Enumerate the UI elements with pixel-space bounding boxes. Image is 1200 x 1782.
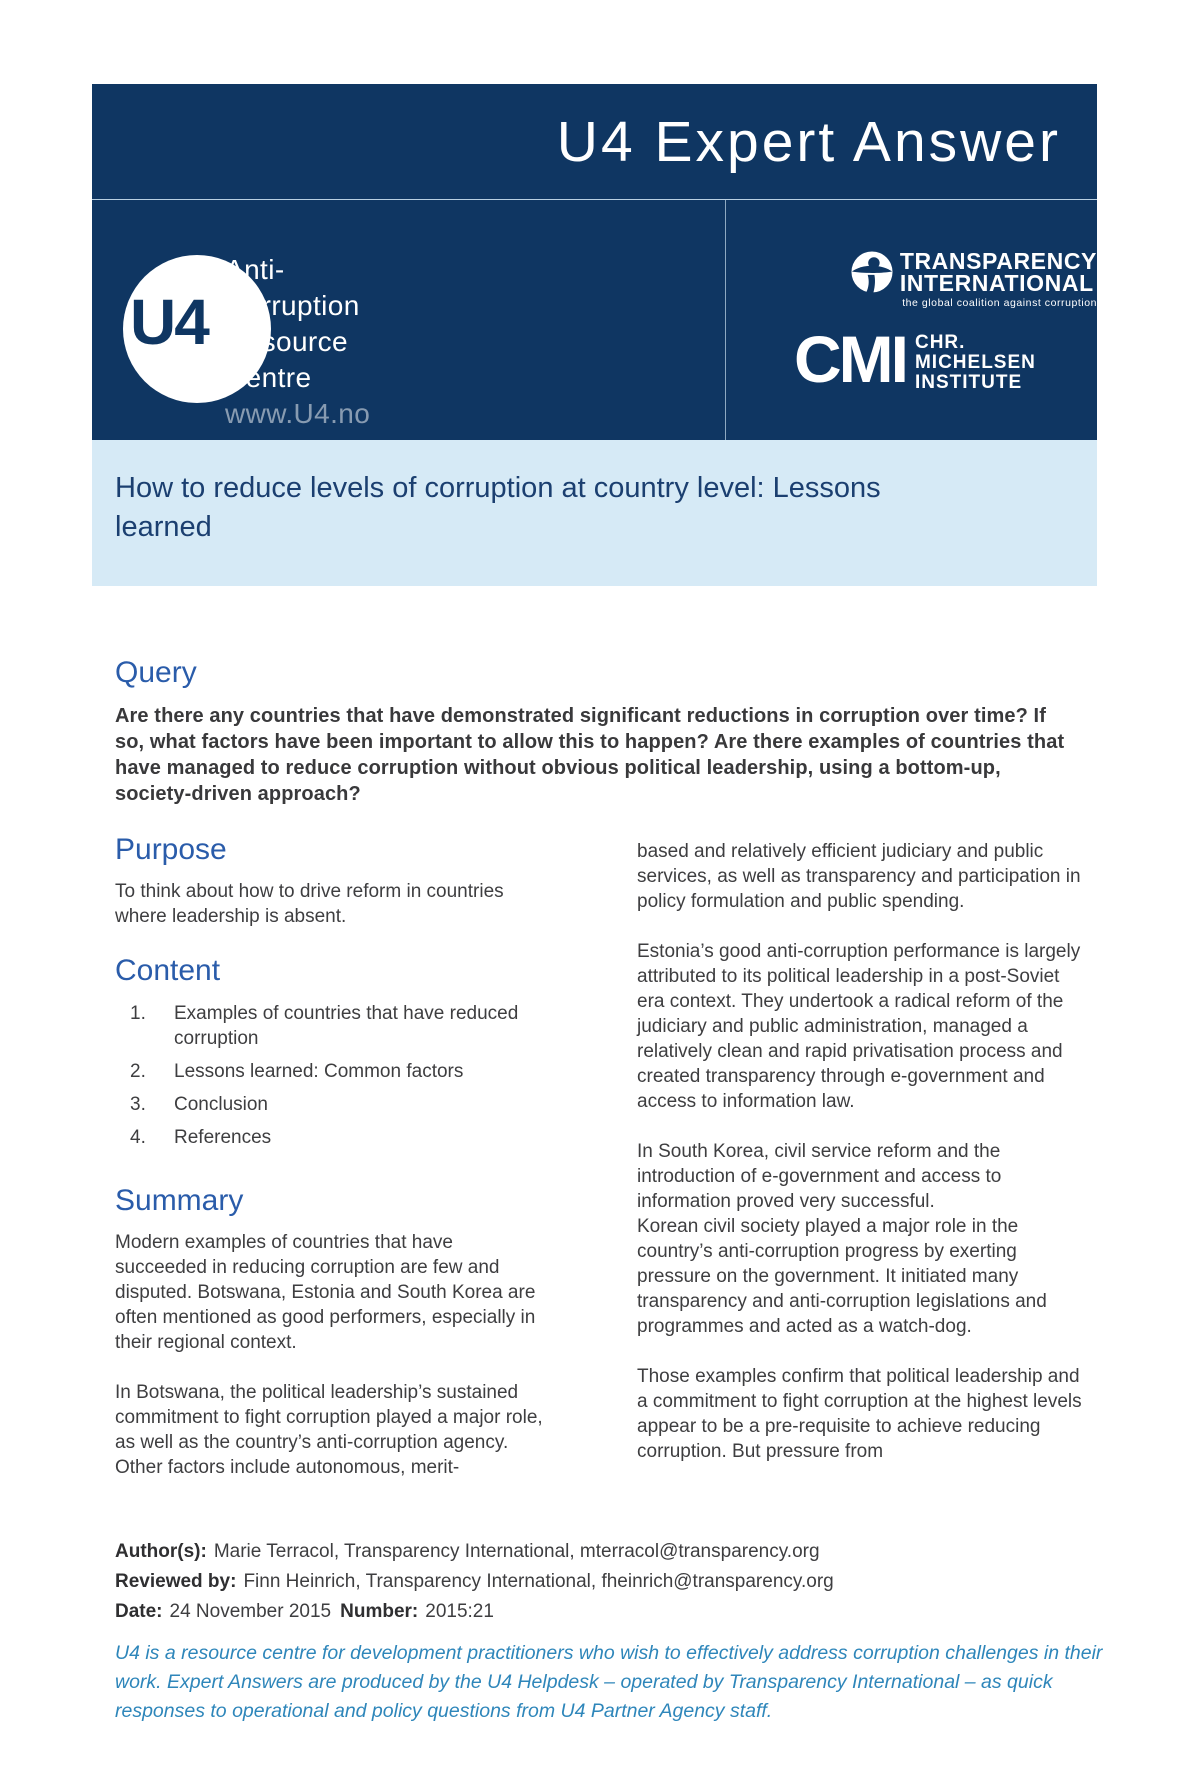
cmi-abbreviation: CMI [794,322,906,396]
publication-meta [115,1537,1097,1627]
toc-item-number: 3. [130,1094,146,1115]
header-banner [92,84,1097,199]
right-column [637,833,1085,1505]
u4-org-line: Centre [225,362,312,393]
purpose-text: To think about how to drive reform in countries where leadership is absent. [115,881,504,927]
toc-item [115,1001,545,1051]
cmi-name-line: INSTITUTE [914,372,1023,393]
cmi-full-name [915,333,1036,393]
u4-org-line: Resource [225,326,349,357]
purpose-heading: Purpose [115,833,227,866]
toc-item-number: 2. [130,1061,146,1082]
summary-paragraph: Modern examples of countries that have succeeded in reducing corruption are few and disputed. Botswana, Estonia and South Korea are often mentioned as good performers, especially in their regional context. [115,1232,536,1353]
date-label: Date: [115,1601,163,1622]
main-content [115,656,1103,1726]
title-banner [92,440,1097,586]
table-of-contents [115,1001,545,1150]
u4-org-name [225,252,370,432]
toc-item-label: Conclusion [174,1094,268,1115]
disclaimer-text: U4 is a resource centre for development practitioners who wish to effectively address corruption challenges in their work. Expert Answers are produced by the U4 Helpdesk – operated by Transparency International – as quick responses to operational and policy questions from U4 Partner Agency staff. [115,1642,1103,1722]
cmi-name-line: CHR. [914,332,966,353]
cmi-logo [794,322,1036,396]
toc-item-label: Examples of countries that have reduced corruption [174,1003,519,1049]
authors-value: Marie Terracol, Transparency International, mterracol@transparency.org [213,1541,820,1562]
number-label: Number: [340,1601,419,1622]
toc-item [115,1059,545,1084]
summary-paragraph: based and relatively efficient judiciary and public services, as well as transparency and participation in policy formulation and public spending. [637,841,1081,912]
content-heading: Content [115,954,221,987]
reviewed-value: Finn Heinrich, Transparency International, fheinrich@transparency.org [243,1571,834,1592]
authors-line [115,1537,1097,1567]
transparency-international-globe-icon [851,251,893,293]
u4-logo-section [92,200,725,440]
u4-logo-mark: U4 [130,286,208,358]
reviewed-line [115,1567,1097,1597]
summary-paragraph: Those examples confirm that political leadership and a commitment to fight corruption at the highest levels appear to be a pre-requisite to achieve reducing corruption. But pressure from [637,1366,1082,1462]
transparency-international-row [851,250,1097,294]
u4-website-link[interactable]: www.U4.no [225,398,371,429]
cmi-name-line: MICHELSEN [914,352,1036,373]
document-page [0,84,1200,1782]
summary-paragraph: Korean civil society played a major role in the country’s anti-corruption progress by exerting pressure on the government. It initiated many transparency and anti-corruption legislations and programmes and acted as a watch-dog. [637,1216,1047,1337]
transparency-international-logo [851,250,1097,309]
date-value: 24 November 2015 [169,1601,332,1622]
logo-band [92,199,1097,440]
u4-org-line: Anti- [225,254,285,285]
two-column-layout [115,833,1097,1505]
date-number-line [115,1597,1097,1627]
query-heading: Query [115,656,197,689]
transparency-international-name [900,250,1097,294]
toc-item [115,1125,545,1150]
ti-name-line: INTERNATIONAL [899,270,1094,296]
partner-logos-section [726,200,1097,440]
toc-item-label: Lessons learned: Common factors [174,1061,464,1082]
ti-name-line: TRANSPARENCY [899,248,1097,274]
authors-label: Author(s): [115,1541,207,1562]
left-column [115,833,545,1505]
document-title: How to reduce levels of corruption at country level: Lessons learned [115,472,881,543]
summary-paragraph: Estonia’s good anti-corruption performance is largely attributed to its political leadership in a post-Soviet era context. They undertook a radical reform of the judiciary and public administration, managed a relatively clean and rapid privatisation process and created transparency through e-government and access to information law. [637,941,1081,1112]
u4-org-line: Corruption [225,290,360,321]
banner-title: U4 Expert Answer [556,109,1061,174]
summary-paragraph: In South Korea, civil service reform and the introduction of e-government and access to information proved very successful. [637,1141,1002,1212]
summary-paragraph: In Botswana, the political leadership’s sustained commitment to fight corruption played a major role, as well as the country’s anti-corruption agency. Other factors include autonomous, merit- [115,1382,543,1478]
toc-item-number: 1. [130,1003,146,1024]
toc-item-label: References [174,1127,272,1148]
toc-item-number: 4. [130,1127,146,1148]
transparency-international-tagline: the global coalition against corruption [902,297,1097,309]
u4-logo [123,255,215,403]
toc-item [115,1092,545,1117]
query-text: Are there any countries that have demonstrated significant reductions in corruption over time? If so, what factors have been important to allow this to happen? Are there examples of countries that have managed to reduce corruption without obvious political leadership, using a bottom-up, society-driven approach? [115,705,1065,805]
reviewed-label: Reviewed by: [115,1571,237,1592]
summary-heading: Summary [115,1184,244,1217]
number-value: 2015:21 [425,1601,494,1622]
